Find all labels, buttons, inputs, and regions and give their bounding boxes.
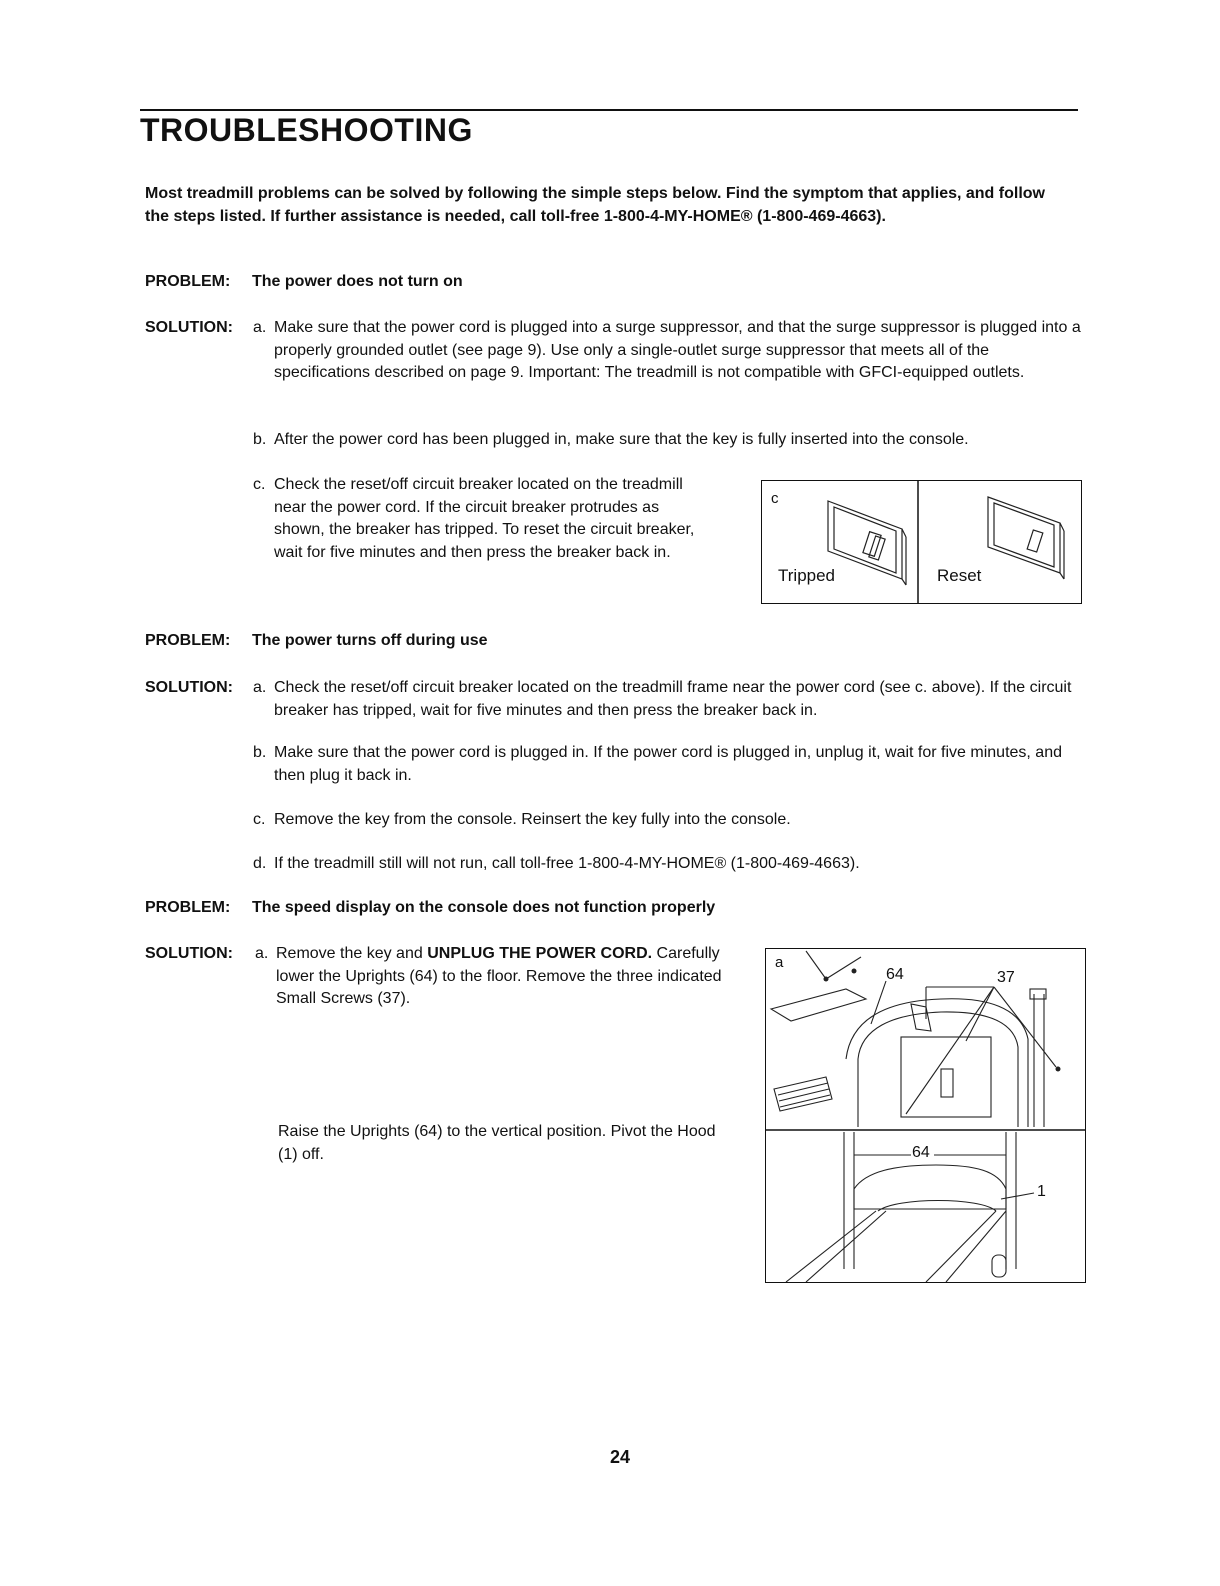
step-text: After the power cord has been plugged in, make sure that the key is fully inserted into the console. bbox=[274, 431, 969, 448]
step-text: Remove the key and UNPLUG THE POWER CORD. Carefully lower the Uprights (64) to the floor. Remove the three indicated Small Screws (37). bbox=[276, 945, 722, 1007]
solution-1-label: SOLUTION: bbox=[145, 319, 233, 336]
problem-1-label: PROBLEM: bbox=[145, 273, 231, 290]
step-mark: a. bbox=[253, 319, 267, 336]
problem-2-title: The power turns off during use bbox=[252, 632, 488, 649]
figure-letter: c bbox=[771, 490, 779, 507]
solution-2-step-b bbox=[253, 742, 1064, 787]
tripped-label: Tripped bbox=[778, 566, 836, 585]
step-text: Remove the key from the console. Reinsert the key fully into the console. bbox=[274, 811, 791, 828]
step-text: Check the reset/off circuit breaker located on the treadmill near the power cord. If the circuit breaker protrudes as shown, the breaker has tripped. To reset the circuit breaker, wait for five minutes and then press the breaker back in. bbox=[274, 476, 695, 561]
hood-illustration bbox=[766, 949, 1085, 1282]
reset-label: Reset bbox=[937, 566, 982, 585]
step-mark: b. bbox=[253, 744, 267, 761]
step-mark: c. bbox=[253, 811, 266, 828]
solution-2-label: SOLUTION: bbox=[145, 679, 233, 696]
solution-3-label: SOLUTION: bbox=[145, 945, 233, 962]
solution-2-step-c bbox=[253, 809, 1074, 832]
title-rule bbox=[140, 109, 1078, 111]
problem-3-label: PROBLEM: bbox=[145, 899, 231, 916]
hood-callout: 1 bbox=[1037, 1183, 1046, 1200]
step-mark: a. bbox=[255, 945, 269, 962]
step-mark: d. bbox=[253, 855, 267, 872]
step-mark: c. bbox=[253, 476, 266, 493]
breaker-figure bbox=[761, 480, 1082, 604]
step-text: Check the reset/off circuit breaker located on the treadmill frame near the power cord (see c. above). If the circuit breaker has tripped, wait for five minutes and then press the breaker back in. bbox=[274, 679, 1072, 719]
uprights-callout: 64 bbox=[886, 966, 904, 983]
unplug-warning: UNPLUG THE POWER CORD. bbox=[427, 945, 653, 962]
problem-3-title: The speed display on the console does not function properly bbox=[252, 899, 716, 916]
solution-3-followup: Raise the Uprights (64) to the vertical position. Pivot the Hood (1) off. bbox=[278, 1123, 716, 1163]
screws-callout: 37 bbox=[997, 969, 1015, 986]
solution-2-step-a bbox=[253, 677, 1086, 722]
solution-2-step-d bbox=[253, 853, 1074, 876]
step-text: Make sure that the power cord is plugged into a surge suppressor, and that the surge suppressor is plugged into a properly grounded outlet (see page 9). Use only a single-outlet surge suppressor that meets all of the specifications described on page 9. Important: The treadmill is not compatible with GFCI-equipped outlets. bbox=[274, 319, 1081, 381]
solution-1-step-b bbox=[253, 429, 1094, 452]
step-text: If the treadmill still will not run, call toll-free 1-800-4-MY-HOME® (1-800-469-4663). bbox=[274, 855, 860, 872]
page-number: 24 bbox=[609, 1447, 631, 1467]
solution-1-step-c bbox=[253, 474, 704, 564]
page-title: TROUBLESHOOTING bbox=[140, 112, 473, 148]
solution-1-step-a bbox=[253, 317, 1084, 385]
figure-letter: a bbox=[775, 954, 784, 971]
step-mark: b. bbox=[253, 431, 267, 448]
hood-figure bbox=[765, 948, 1086, 1283]
solution-3-step-a bbox=[255, 943, 730, 1011]
problem-1-title: The power does not turn on bbox=[252, 273, 463, 290]
intro-paragraph: Most treadmill problems can be solved by following the simple steps below. Find the symptom that applies, and follow the steps listed. If further assistance is needed, call toll-free 1-800-4-MY-HOME® (1-800-469-4663). bbox=[145, 185, 1045, 225]
step-text: Make sure that the power cord is plugged in. If the power cord is plugged in, unplug it, wait for five minutes, and then plug it back in. bbox=[274, 744, 1062, 784]
problem-2-label: PROBLEM: bbox=[145, 632, 231, 649]
step-mark: a. bbox=[253, 679, 267, 696]
uprights-callout-lower: 64 bbox=[912, 1144, 930, 1161]
